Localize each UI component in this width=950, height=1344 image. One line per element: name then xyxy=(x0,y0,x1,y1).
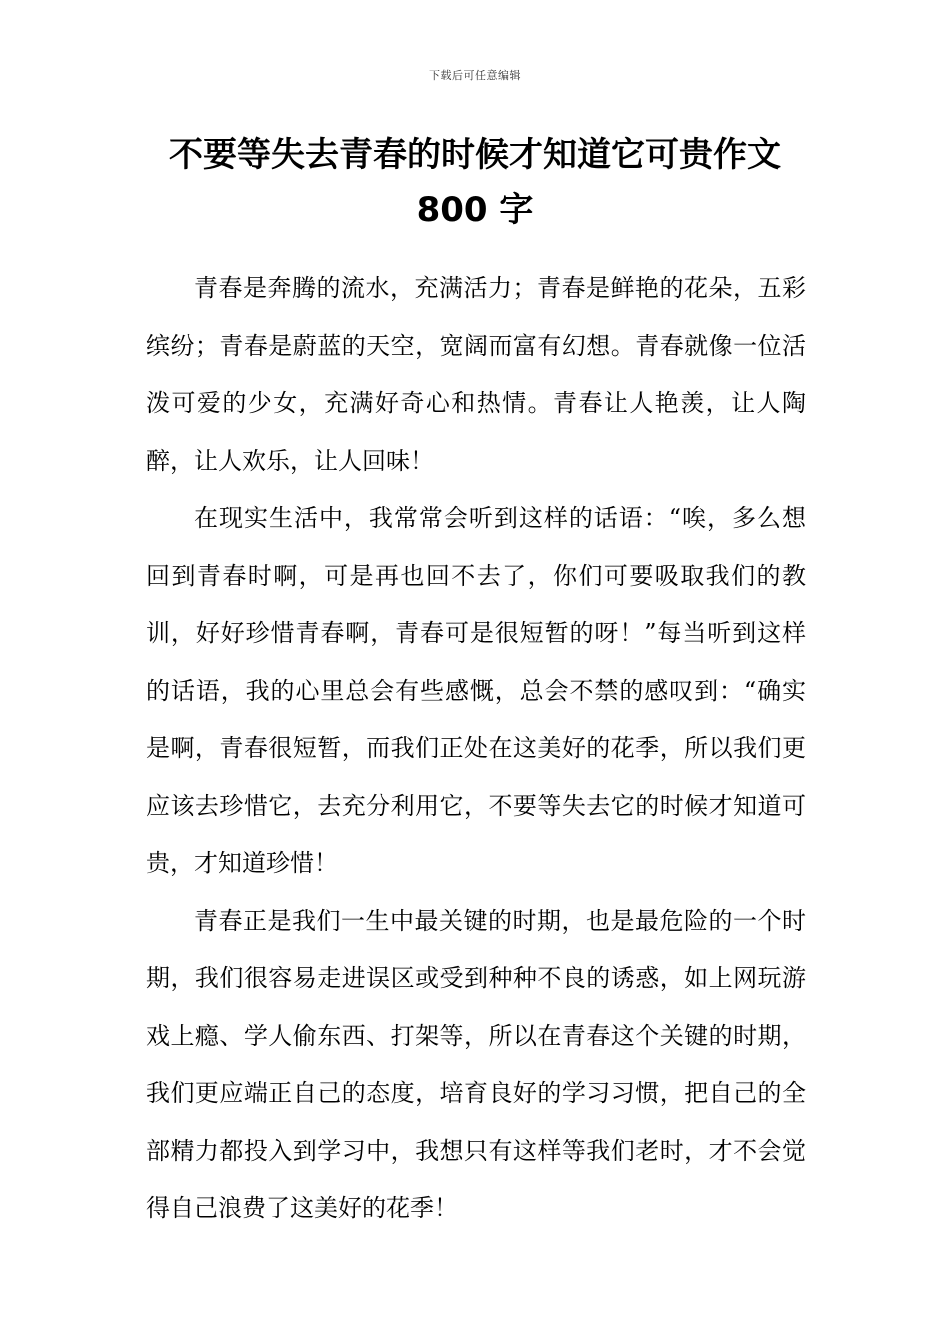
paragraph-3: 青春正是我们一生中最关键的时期，也是最危险的一个时期，我们很容易走进误区或受到种种不良的诱惑，如上网玩游戏上瘾、学人偷东西、打架等，所以在青春这个关键的时期，我们更应端正自己的态度，培育良好的学习习惯，把自己的全部精力都投入到学习中，我想只有这样等我们老时，才不会觉得自己浪费了这美好的花季！ xyxy=(146,906,806,1222)
page-title xyxy=(120,128,830,238)
essay-body xyxy=(146,260,806,1238)
paragraph-1: 青春是奔腾的流水，充满活力；青春是鲜艳的花朵，五彩缤纷；青春是蔚蓝的天空，宽阔而富有幻想。青春就像一位活泼可爱的少女，充满好奇心和热情。青春让人艳羡，让人陶醉，让人欢乐，让人回味！ xyxy=(146,274,806,475)
header-note: 下载后可任意编辑 xyxy=(429,69,521,82)
title-line-2: 800 字 xyxy=(416,190,534,230)
paragraph-2: 在现实生活中，我常常会听到这样的话语：“唉，多么想回到青春时啊，可是再也回不去了，你们可要吸取我们的教训，好好珍惜青春啊，青春可是很短暂的呀！”每当听到这样的话语，我的心里总会有些感慨，总会不禁的感叹到：“确实是啊，青春很短暂，而我们正处在这美好的花季，所以我们更应该去珍惜它，去充分利用它，不要等失去它的时候才知道可贵，才知道珍惜！ xyxy=(146,504,806,877)
title-line-1: 不要等失去青春的时候才知道它可贵作文 xyxy=(169,135,781,175)
